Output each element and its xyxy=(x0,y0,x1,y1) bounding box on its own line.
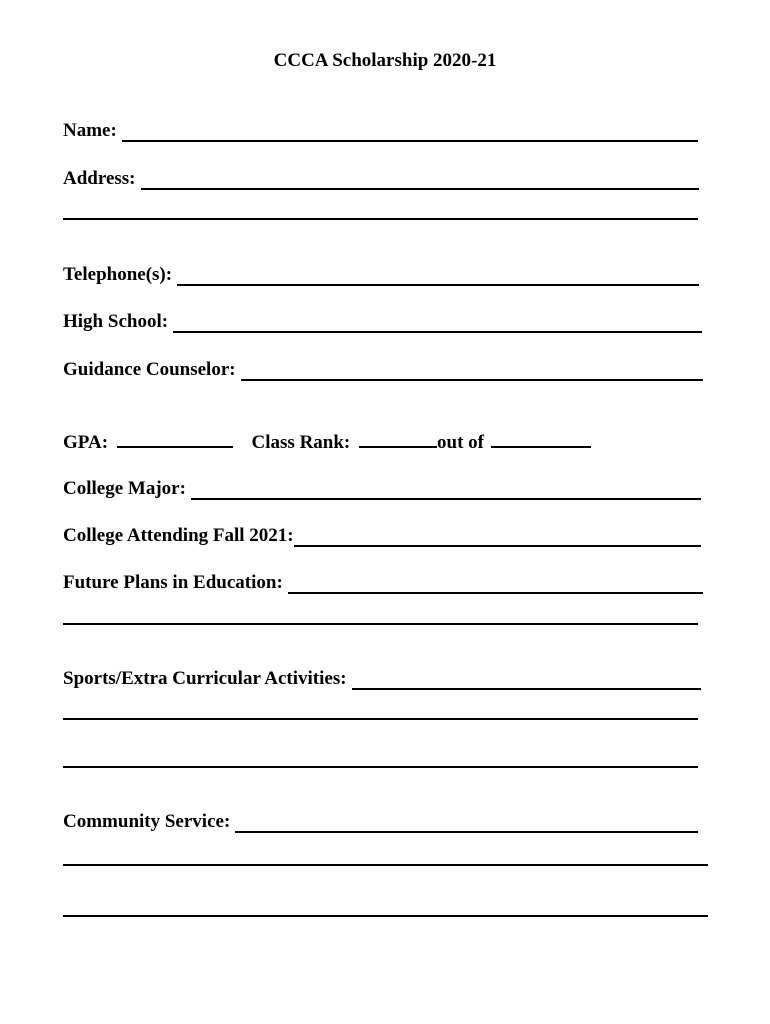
sports-label: Sports/Extra Curricular Activities: xyxy=(63,668,347,689)
future-plans-row xyxy=(63,572,703,594)
future-plans-label: Future Plans in Education: xyxy=(63,572,283,593)
college-attending-field[interactable] xyxy=(294,529,701,547)
address-row xyxy=(63,168,699,190)
high-school-label: High School: xyxy=(63,311,169,332)
gpa-label: GPA: xyxy=(63,432,109,453)
name-field[interactable] xyxy=(122,124,698,142)
community-row xyxy=(63,811,698,833)
guidance-label: Guidance Counselor: xyxy=(63,359,236,380)
telephone-label: Telephone(s): xyxy=(63,264,173,285)
sports-row xyxy=(63,668,701,690)
community-label: Community Service: xyxy=(63,811,231,832)
address-field[interactable] xyxy=(141,172,700,190)
college-major-label: College Major: xyxy=(63,478,186,499)
college-major-row xyxy=(63,478,701,500)
college-attending-label: College Attending Fall 2021: xyxy=(63,525,294,546)
college-major-field[interactable] xyxy=(191,482,701,500)
telephone-row xyxy=(63,264,699,286)
name-row xyxy=(63,120,698,142)
gpa-field[interactable] xyxy=(117,430,233,448)
class-rank-label: Class Rank: xyxy=(251,432,351,453)
high-school-field[interactable] xyxy=(173,315,702,333)
gpa-rank-row xyxy=(63,430,591,454)
name-label: Name: xyxy=(63,120,117,141)
sports-line-2[interactable] xyxy=(63,718,698,720)
future-plans-line-2[interactable] xyxy=(63,623,698,625)
telephone-field[interactable] xyxy=(177,268,699,286)
out-of-field[interactable] xyxy=(491,430,591,448)
college-attending-row xyxy=(63,525,701,547)
future-plans-field[interactable] xyxy=(288,576,703,594)
guidance-row xyxy=(63,359,703,381)
address-label: Address: xyxy=(63,168,136,189)
community-line-2[interactable] xyxy=(63,864,708,866)
high-school-row xyxy=(63,311,702,333)
sports-field[interactable] xyxy=(352,672,701,690)
guidance-field[interactable] xyxy=(241,363,703,381)
sports-line-3[interactable] xyxy=(63,766,698,768)
out-of-label: out of xyxy=(437,432,484,453)
address-line-2[interactable] xyxy=(63,218,698,220)
community-field[interactable] xyxy=(235,815,698,833)
form-title: CCCA Scholarship 2020-21 xyxy=(273,50,497,71)
class-rank-field[interactable] xyxy=(359,430,437,448)
community-line-3[interactable] xyxy=(63,915,708,917)
